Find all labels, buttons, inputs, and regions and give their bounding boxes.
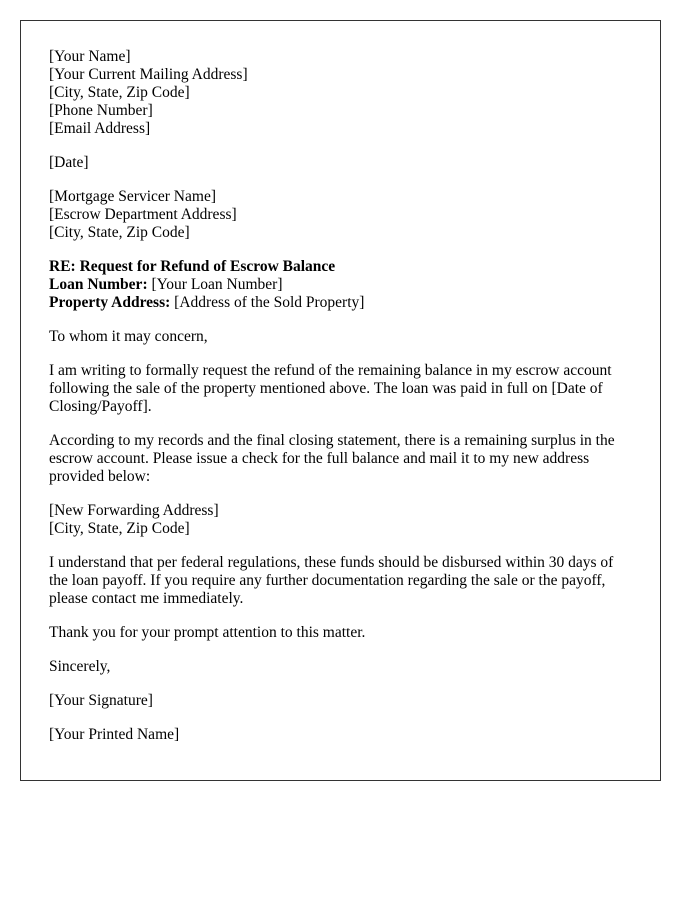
loan-number-value: [Your Loan Number] — [147, 276, 283, 293]
forwarding-block — [49, 502, 632, 538]
date: [Date] — [49, 154, 89, 171]
thanks: Thank you for your prompt attention to this matter. — [49, 624, 366, 641]
sender-name: [Your Name] — [49, 48, 131, 65]
recipient-address: [Escrow Department Address] — [49, 206, 237, 223]
sender-address: [Your Current Mailing Address] — [49, 66, 248, 83]
sender-email: [Email Address] — [49, 120, 151, 137]
loan-number-line — [49, 276, 632, 294]
signature: [Your Signature] — [49, 692, 153, 709]
re-block — [49, 258, 632, 312]
sender-block — [49, 48, 632, 138]
recipient-block — [49, 188, 632, 242]
sender-phone: [Phone Number] — [49, 102, 153, 119]
closing: Sincerely, — [49, 658, 111, 675]
body-paragraph-3: I understand that per federal regulations, these funds should be disbursed within 30 days of the loan payoff. If you require any further documentation regarding the sale or the payoff, please contact me immediately. — [49, 554, 614, 607]
recipient-city: [City, State, Zip Code] — [49, 224, 190, 241]
property-address-value: [Address of the Sold Property] — [170, 294, 365, 311]
forwarding-city: [City, State, Zip Code] — [49, 520, 190, 537]
loan-number-label: Loan Number: — [49, 276, 148, 293]
letter — [20, 20, 661, 781]
property-address-label: Property Address: — [49, 294, 171, 311]
recipient-name: [Mortgage Servicer Name] — [49, 188, 216, 205]
body-paragraph-2: According to my records and the final closing statement, there is a remaining surplus in the escrow account. Please issue a check for the full balance and mail it to my new address provided below: — [49, 432, 615, 485]
re-subject: RE: Request for Refund of Escrow Balance — [49, 258, 336, 275]
forwarding-address: [New Forwarding Address] — [49, 502, 219, 519]
sender-city: [City, State, Zip Code] — [49, 84, 190, 101]
printed-name: [Your Printed Name] — [49, 726, 180, 743]
salutation: To whom it may concern, — [49, 328, 208, 345]
body-paragraph-1: I am writing to formally request the refund of the remaining balance in my escrow account following the sale of the property mentioned above. The loan was paid in full on [Date of Closing/Payoff]. — [49, 362, 612, 415]
property-address-line — [49, 294, 632, 312]
